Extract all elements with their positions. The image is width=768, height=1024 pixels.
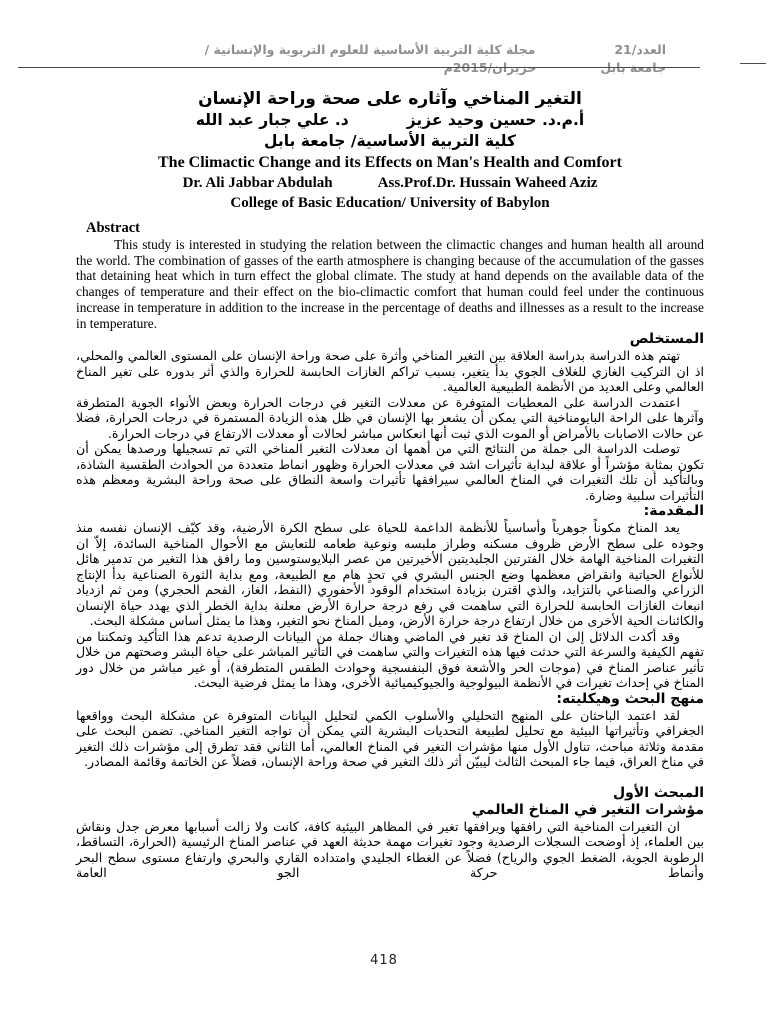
arabic-author-1: أ.م.د. حسين وحيد عزيز	[406, 111, 585, 129]
journal-title: مجلة كلية التربية الأساسية للعلوم التربوية والإنسانية /	[204, 42, 536, 57]
introduction-paragraph-1: يعد المناخ مكوناً جوهرياً وأساسياً للأنظمة الداعمة للحياة على سطح الكرة الأرضية، وقد كيّف الإنسان نفسه منذ وجوده على سطح الأرض ظروف مسكنه وطراز ملبسه ونوعية طعامه للتعايش مع الأحوال المناخية السائدة، إلاّ ان التغيرات المناخية الهامة خلال الفترتين الجليديتين الأخيرتين من عصر البلايوستوسين وما رافق هذا التغير من تدمير هائل للأنواع الحياتية وانقراض معظمها وضع الجنس البشري في تحدٍ هام مع الطبيعة، ومع بداية الثورة الصناعية بدأ الإنتاج الزراعي والصناعي بالتزايد، والذي اقترن بزيادة استخدام الوقود الأحفوري (النفط، الغاز، الفحم الحجري) ومن ثم ازدياد انبعاث الغازات الحابسة للحرارة التي ساهمت في رفع درجة حرارة الأرض معلنة بداية الخطر الذي يهدد حياة الإنسان والكائنات الحية الأخرى من خلال ارتفاع درجة حرارة الأرض، وميل المناخ نحو التغير، وهذا ما يمثل أساس مشكلة البحث.	[76, 520, 704, 629]
mustakhlas-paragraph-2: اعتمدت الدراسة على المعطيات المتوفرة عن معدلات التغير في درجات الحرارة وبعض الأنواء الجوية المتطرفة وآثرها على الراحة البايومناخية التي يمكن أن يشعر بها الإنسان في ظل هذه الزيادة المستمرة في درجات الحرارة، فضلا عن حالات الاصابات بالأمراض أو الموت الذي ثبت أنها انعكاس مباشر لحالات أو معدلات الارتفاع في درجات الحرارة.	[76, 394, 704, 441]
article-content	[76, 88, 704, 881]
abstract-paragraph: This study is interested in studying the relation between the climactic changes and human health all around the world. The combination of gasses of the earth atmosphere is changing because of the accumulation of the gasses that detaining heat which in turn effect the global climate. The study at hand depends on the available data of the changes of temperature and their effect on the bio-climactic comfort that human could feel under the continuous increase in temperature in addition to the increase in the percentage of deaths and illnesses as a result to the increase in temperature.	[76, 237, 704, 331]
english-author-1: Dr. Ali Jabbar Abdulah	[182, 175, 333, 191]
first-topic-subheading: مؤشرات التغير في المناخ العالمي	[471, 801, 704, 818]
introduction-section	[76, 503, 704, 691]
issue-date: حزيران/2015م	[443, 60, 537, 75]
journal-header	[0, 0, 768, 86]
introduction-paragraph-2: وقد أكدت الدلائل إلى ان المناخ قد تغير في الماضي وهناك جملة من البيانات الرصدية تدعم هذا التأكيد وتمكننا من تفهم الكيفية والسرعة التي حدثت فيها هذه التغيرات والتي ساهمت في التأثير المباشر على حياة البشر وصحتهم من خلال تأثير عناصر المناخ في (موجات الحر والأشعة فوق البنفسجية وحوادث الطقس المتطرفة)، أو غير مباشر من خلال دور المناخ في إحداث تغيرات في الأنظمة البيولوجية والجيوكيميائية الأخرى، وهذا ما يمثل فرضية البحث.	[76, 628, 704, 691]
arabic-article-title: التغير المناخي وآثاره على صحة وراحة الإنسان	[198, 89, 582, 109]
mustakhlas-paragraph-3: توصلت الدراسة الى جملة من النتائج التي من أهمها ان معدلات التغير المناخي التي تم تسجيلها ورصدها يمكن أن تكون بمثابة مؤشراً أو علاقة لبداية تأثيرات اشد في معدلات الحرارة وظهور انماط متعددة من الحوادث الطقسية الشاذة، وبالتأكيد أن تلك التغيرات في المناخ العالمي سيرافقها تأثيرات واسعة النطاق على صحة وراحة البشرية ومعظم هذه التأثيرات سلبية وضارة.	[76, 441, 704, 503]
methodology-heading: منهج البحث وهيكليته:	[556, 690, 704, 707]
header-rule	[18, 67, 700, 68]
methodology-paragraph-1: لقد اعتمد الباحثان على المنهج التحليلي والأسلوب الكمي لتحليل البيانات المتوفرة عن مشكلة البحث وواقعها الجغرافي وتأثيراتها البيئية مع تحليل لطبيعة التحديات البشرية التي يمكن أن تواجه التغير المناخي. تضمن البحث على مقدمة وثلاثة مباحث، تناول الأول منها مؤشرات التغير في المناخ العالمي، أما الثاني فقد تطرق إلى مؤشرات ذلك التغير في مناخ العراق، فيما جاء المبحث الثالث ليبيّن أثر ذلك التغير في صحة وراحة الإنسان، فضلاً عن الخاتمة وقائمة المصادر.	[76, 707, 704, 770]
english-article-title: The Climactic Change and its Effects on Man's Health and Comfort	[158, 154, 622, 171]
introduction-heading: المقدمة:	[643, 503, 704, 520]
arabic-author-2: د. علي جبار عبد الله	[195, 111, 349, 129]
first-topic-heading: المبحث الأول	[612, 784, 704, 801]
arabic-authors-line	[76, 110, 704, 131]
mustakhlas-paragraph-1: تهتم هذه الدراسة بدراسة العلاقة بين التغير المناخي وأثرة على صحة وراحة الإنسان على المستوى العالمي والمحلي، اذ ان التركيب الغازي للغلاف الجوي بدأ يتغير، بسبب تراكم الغازات الحابسة للحرارة والذي أثر بدوره على تغير المناخ العالمي وعلى العديد من الأنظمة الطبيعية العالمية.	[76, 348, 704, 395]
abstract-section	[76, 220, 704, 331]
title-block	[76, 88, 704, 213]
english-authors-line	[76, 173, 704, 193]
first-topic-paragraph-1: ان التغيرات المناخية التي رافقها ويرافقها تغير في المظاهر البيئية كافة، كانت ولا زالت أسبابها معرض جدل ونقاش بين العلماء، إذ أوضحت السجلات الرصدية وجود تغيرات مهمة حديثة العهد في عناصر المناخ الرئيسية (الحرارة، التساقط، الرطوبة الجوية، الضغط الجوي والرياح) فضلاً عن الغطاء الجليدي وامتداده القاري والبحري وارتفاع مستوى سطح البحر وأنماط حركة الجو العامة	[76, 818, 704, 881]
issue-number: العدد/21	[614, 42, 666, 57]
abstract-heading: Abstract	[86, 220, 140, 236]
arabic-affiliation: كلية التربية الأساسية/ جامعة بابل	[264, 132, 516, 150]
university-name: جامعة بابل	[600, 60, 666, 75]
mustakhlas-section	[76, 331, 704, 503]
english-affiliation: College of Basic Education/ University of Babylon	[230, 195, 550, 211]
mustakhlas-heading: المستخلص	[629, 331, 704, 348]
header-rule-dash	[740, 63, 766, 64]
methodology-section	[76, 691, 704, 770]
first-topic-section	[76, 785, 704, 881]
english-author-2: Ass.Prof.Dr. Hussain Waheed Aziz	[377, 175, 598, 191]
page-number: 418	[370, 953, 398, 968]
